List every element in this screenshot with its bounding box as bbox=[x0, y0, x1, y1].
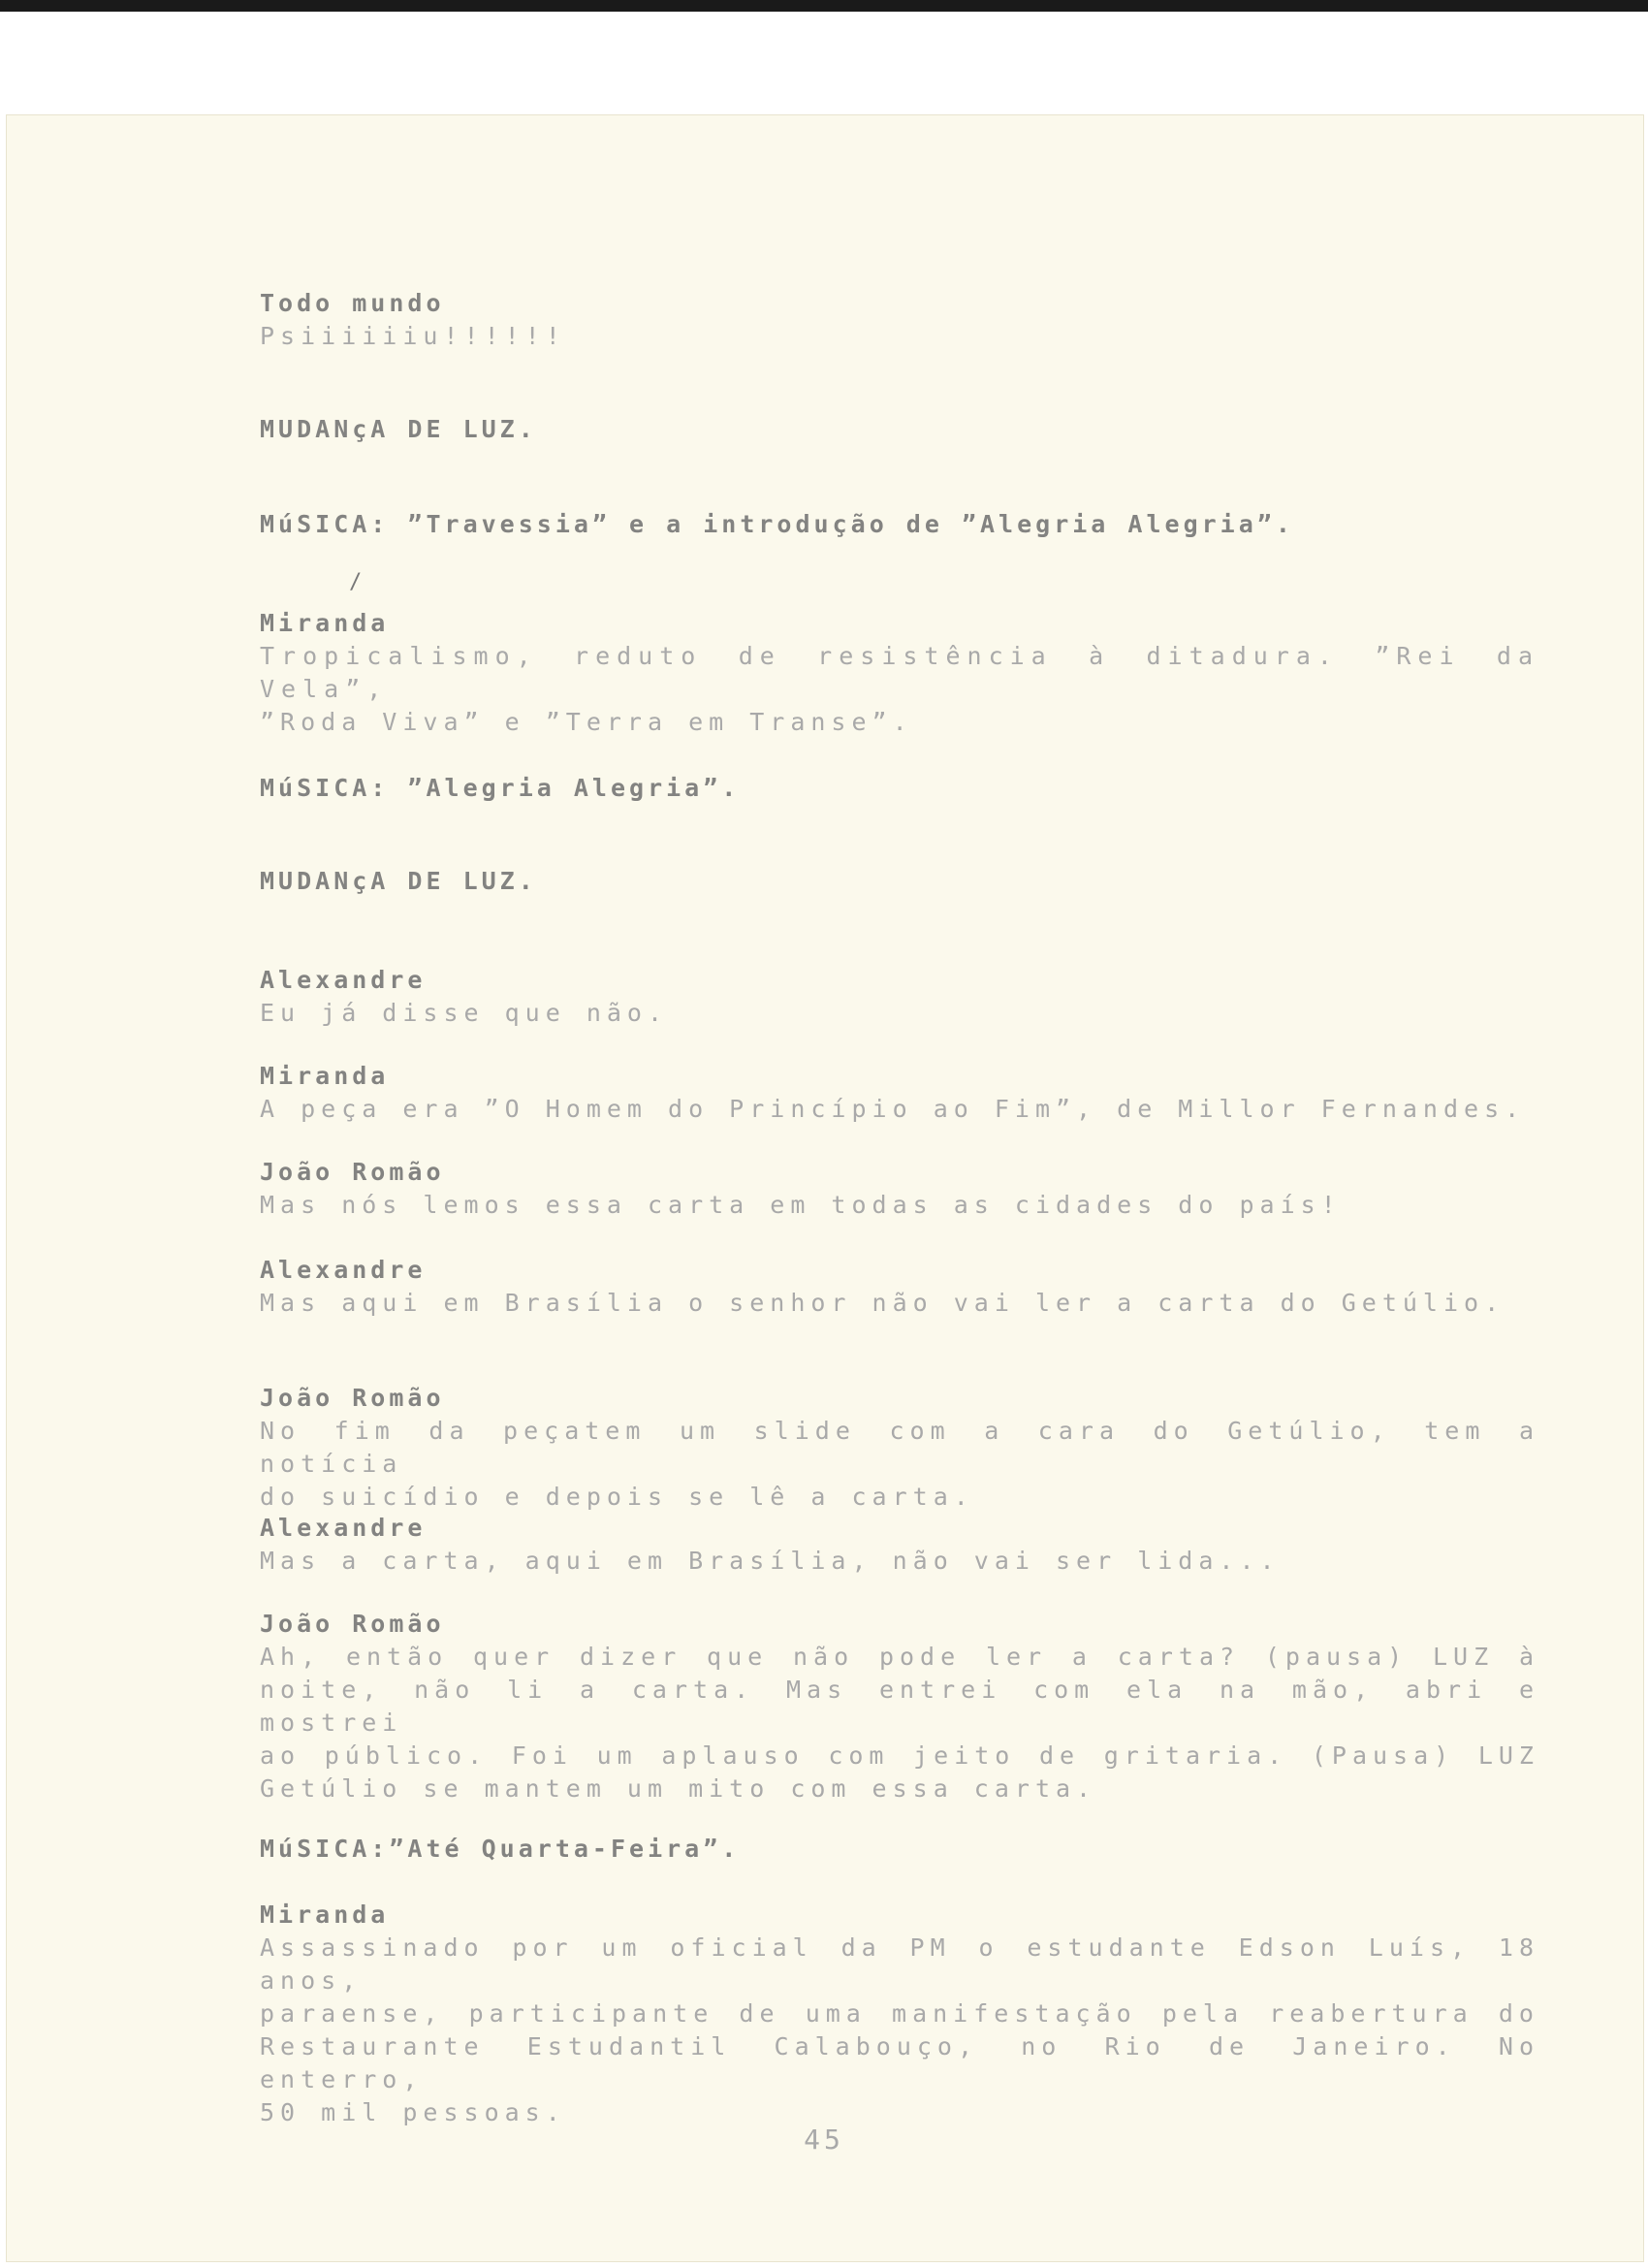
speaker-name: Todo mundo bbox=[260, 289, 445, 317]
speech-line: ao público. Foi um aplauso com jeito de gritaria. (Pausa) LUZ bbox=[260, 1741, 1539, 1770]
dialogue-joao-romao bbox=[260, 1608, 1539, 1805]
speech-line: paraense, participante de uma manifestação pela reabertura do bbox=[260, 1999, 1539, 2028]
dialogue-alexandre bbox=[260, 1512, 1539, 1578]
speech-line: Assassinado por um oficial da PM o estudante Edson Luís, 18 anos, bbox=[260, 1933, 1539, 1995]
page-number: 45 bbox=[804, 2124, 844, 2156]
stage-cue-music bbox=[260, 772, 1539, 805]
dialogue-todo-mundo bbox=[260, 287, 1539, 353]
speech-line: noite, não li a carta. Mas entrei com ela na mão, abri e mostrei bbox=[260, 1676, 1539, 1737]
speech-line: A peça era ”O Homem do Princípio ao Fim”, de Millor Fernandes. bbox=[260, 1095, 1526, 1123]
dialogue-miranda bbox=[260, 1899, 1539, 2129]
speech-line: No fim da peçatem um slide com a cara do Getúlio, tem a notícia bbox=[260, 1417, 1539, 1478]
speech-line: do suicídio e depois se lê a carta. bbox=[260, 1483, 974, 1511]
cue-text: MúSICA: ”Travessia” e a introdução de ”Alegria Alegria”. bbox=[260, 510, 1294, 538]
cue-text: MUDANçA DE LUZ. bbox=[260, 867, 537, 895]
speech-line: Restaurante Estudantil Calabouço, no Rio de Janeiro. No enterro, bbox=[260, 2032, 1539, 2093]
speaker-name: João Romão bbox=[260, 1158, 445, 1186]
speech-line: Psiiiiiiu!!!!!! bbox=[260, 322, 566, 350]
speaker-name: João Romão bbox=[260, 1610, 445, 1638]
speaker-name: Alexandre bbox=[260, 966, 427, 994]
speaker-name: Miranda bbox=[260, 609, 390, 637]
stage-cue-light-change bbox=[260, 413, 1539, 446]
speaker-name: Alexandre bbox=[260, 1514, 427, 1542]
speech-line: Mas nós lemos essa carta em todas as cidades do país! bbox=[260, 1191, 1342, 1219]
speech-line: Ah, então quer dizer que não pode ler a carta? (pausa) LUZ à bbox=[260, 1643, 1539, 1671]
speaker-name: Alexandre bbox=[260, 1256, 427, 1284]
dialogue-alexandre bbox=[260, 964, 1539, 1030]
speech-line: ”Roda Viva” e ”Terra em Transe”. bbox=[260, 708, 913, 736]
speech-line: Tropicalismo, reduto de resistência à ditadura. ”Rei da Vela”, bbox=[260, 642, 1539, 703]
speech-line: Eu já disse que não. bbox=[260, 999, 669, 1027]
speaker-name: João Romão bbox=[260, 1384, 445, 1412]
speech-line: Getúlio se mantem um mito com essa carta. bbox=[260, 1774, 1097, 1803]
cue-text: MúSICA: ”Alegria Alegria”. bbox=[260, 774, 741, 802]
cue-text: MúSICA:”Até Quarta-Feira”. bbox=[260, 1835, 741, 1863]
speaker-name: Miranda bbox=[260, 1901, 390, 1929]
cue-text: MUDANçA DE LUZ. bbox=[260, 415, 537, 443]
dialogue-joao-romao bbox=[260, 1156, 1539, 1222]
speech-line: Mas aqui em Brasília o senhor não vai ler a carta do Getúlio. bbox=[260, 1289, 1505, 1317]
stage-cue-music bbox=[260, 508, 1539, 541]
stage-cue-music bbox=[260, 1833, 1539, 1866]
dialogue-miranda bbox=[260, 1060, 1539, 1126]
speech-line: 50 mil pessoas. bbox=[260, 2098, 566, 2126]
speech-line: Mas a carta, aqui em Brasília, não vai ser lida... bbox=[260, 1547, 1281, 1575]
dialogue-joao-romao bbox=[260, 1382, 1539, 1514]
scanner-top-edge bbox=[0, 0, 1648, 12]
pen-mark: / bbox=[349, 570, 363, 594]
dialogue-alexandre bbox=[260, 1254, 1539, 1320]
speaker-name: Miranda bbox=[260, 1062, 390, 1090]
stage-cue-light-change bbox=[260, 865, 1539, 898]
dialogue-miranda bbox=[260, 607, 1539, 739]
